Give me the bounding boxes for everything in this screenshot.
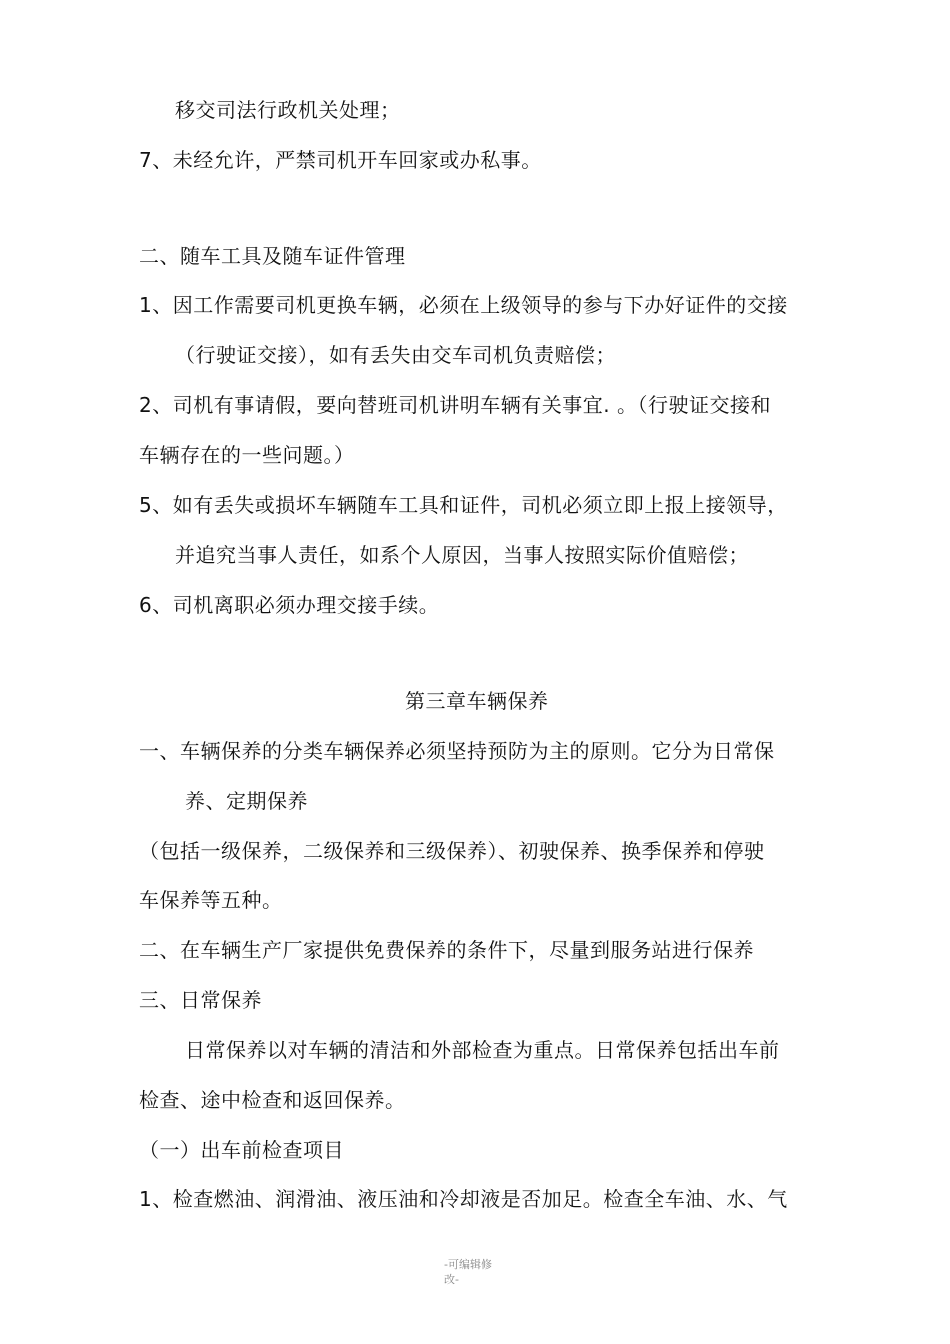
footer-note: -可编辑修: [444, 1258, 492, 1271]
text-line: 一、车辆保养的分类车辆保养必须坚持预防为主的原则。它分为日常保: [139, 739, 775, 763]
text-line: 并追究当事人责任，如系个人原因，当事人按照实际价值赔偿；: [175, 543, 749, 567]
text-line: 1、因工作需要司机更换车辆，必须在上级领导的参与下办好证件的交接: [139, 293, 788, 317]
text-line: 检查、途中检查和返回保养。: [139, 1088, 406, 1112]
section-heading: 二、随车工具及随车证件管理: [139, 244, 406, 268]
text-line: 移交司法行政机关处理；: [175, 98, 401, 122]
text-line: 日常保养以对车辆的清洁和外部检查为重点。日常保养包括出车前: [185, 1038, 780, 1062]
section-heading: 三、日常保养: [139, 988, 262, 1012]
text-line: （行驶证交接），如有丢失由交车司机负责赔偿；: [175, 343, 616, 367]
text-line: 2、司机有事请假，要向替班司机讲明车辆有关事宜. 。（行驶证交接和: [139, 393, 771, 417]
text-line: 二、在车辆生产厂家提供免费保养的条件下，尽量到服务站进行保养: [139, 938, 754, 962]
footer-note: 改-: [444, 1273, 459, 1286]
text-line: 7、未经允许，严禁司机开车回家或办私事。: [139, 148, 542, 172]
subsection-heading: （一）出车前检查项目: [139, 1138, 344, 1162]
text-line: 车辆存在的一些问题。）: [139, 443, 355, 467]
text-line: 养、定期保养: [185, 789, 308, 813]
text-line: 车保养等五种。: [139, 888, 283, 912]
text-line: 6、司机离职必须办理交接手续。: [139, 593, 440, 617]
text-line: 1、检查燃油、润滑油、液压油和冷却液是否加足。检查全车油、水、气: [139, 1187, 788, 1211]
text-line: 5、如有丢失或损坏车辆随车工具和证件，司机必须立即上报上接领导，: [139, 493, 788, 517]
text-line: （包括一级保养，二级保养和三级保养）、初驶保养、换季保养和停驶: [139, 839, 765, 863]
chapter-title: 第三章车辆保养: [405, 689, 549, 713]
